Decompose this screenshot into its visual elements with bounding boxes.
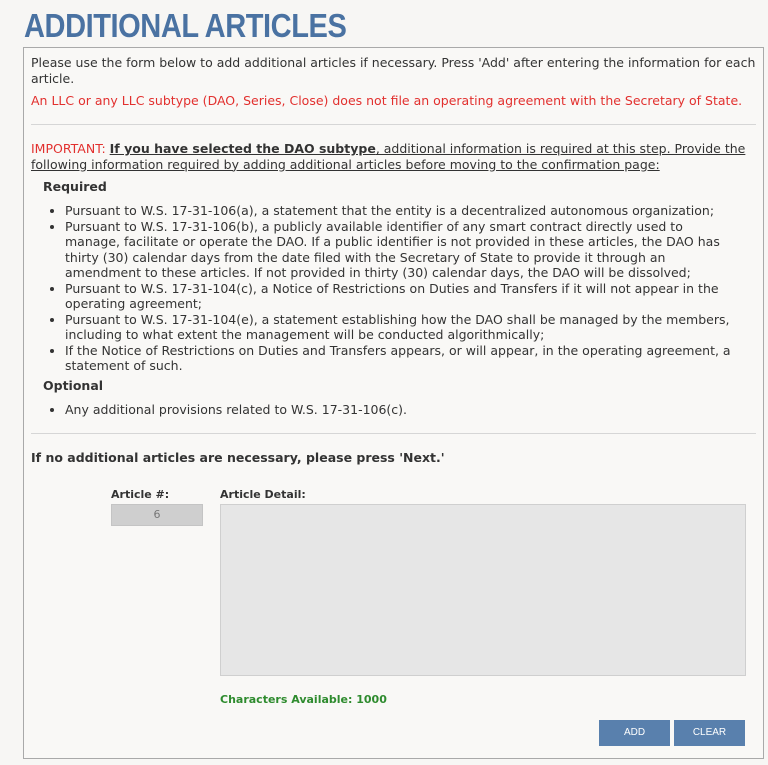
- optional-list: [37, 402, 741, 418]
- no-articles-text: If no additional articles are necessary, please press 'Next.': [31, 450, 445, 465]
- add-button[interactable]: ADD: [599, 720, 670, 746]
- page-title: ADDITIONAL ARTICLES: [24, 7, 347, 44]
- important-bold-text: If you have selected the DAO subtype: [109, 141, 376, 156]
- divider: [31, 124, 756, 125]
- additional-articles-panel: [23, 47, 764, 759]
- article-detail-input[interactable]: [220, 504, 746, 676]
- list-item: • Pursuant to W.S. 17-31-104(c), a Notice of Restrictions on Duties and Transfers if it will not appear in the operating agreement;: [65, 281, 741, 312]
- list-item: • Any additional provisions related to W.S. 17-31-106(c).: [65, 402, 741, 418]
- article-number-field: 6: [111, 504, 203, 526]
- clear-button[interactable]: CLEAR: [674, 720, 745, 746]
- article-detail-label: Article Detail:: [220, 488, 306, 501]
- characters-available: Characters Available: 1000: [220, 693, 387, 706]
- required-heading: Required: [43, 179, 107, 194]
- important-label: IMPORTANT:: [31, 141, 106, 156]
- llc-note: An LLC or any LLC subtype (DAO, Series, Close) does not file an operating agreement with the Secretary of State.: [31, 93, 743, 108]
- required-list: [37, 203, 741, 374]
- divider: [31, 433, 756, 434]
- list-item: • If the Notice of Restrictions on Duties and Transfers appears, or will appear, in the operating agreement, a statement of such.: [65, 343, 741, 374]
- important-notice: [31, 141, 756, 172]
- optional-heading: Optional: [43, 378, 104, 393]
- important-rest-text: , additional information is required at this step. Provide the following information required by adding additional articles before moving to the confirmation page:: [31, 141, 746, 172]
- list-item: • Pursuant to W.S. 17-31-106(b), a publicly available identifier of any smart contract directly used to manage, facilitate or operate the DAO. If a public identifier is not provided in these articles, the DAO has thirty (30) calendar days from the date filed with the Secretary of State to provide it through an amendment to these articles. If not provided in thirty (30) calendar days, the DAO will be dissolved;: [65, 219, 741, 281]
- list-item: • Pursuant to W.S. 17-31-104(e), a statement establishing how the DAO shall be managed by the members, including to what extent the management will be conducted algorithmically;: [65, 312, 741, 343]
- article-number-label: Article #:: [111, 488, 170, 501]
- list-item: • Pursuant to W.S. 17-31-106(a), a statement that the entity is a decentralized autonomous organization;: [65, 203, 741, 219]
- intro-text: Please use the form below to add additional articles if necessary. Press 'Add' after entering the information for each article.: [31, 55, 756, 86]
